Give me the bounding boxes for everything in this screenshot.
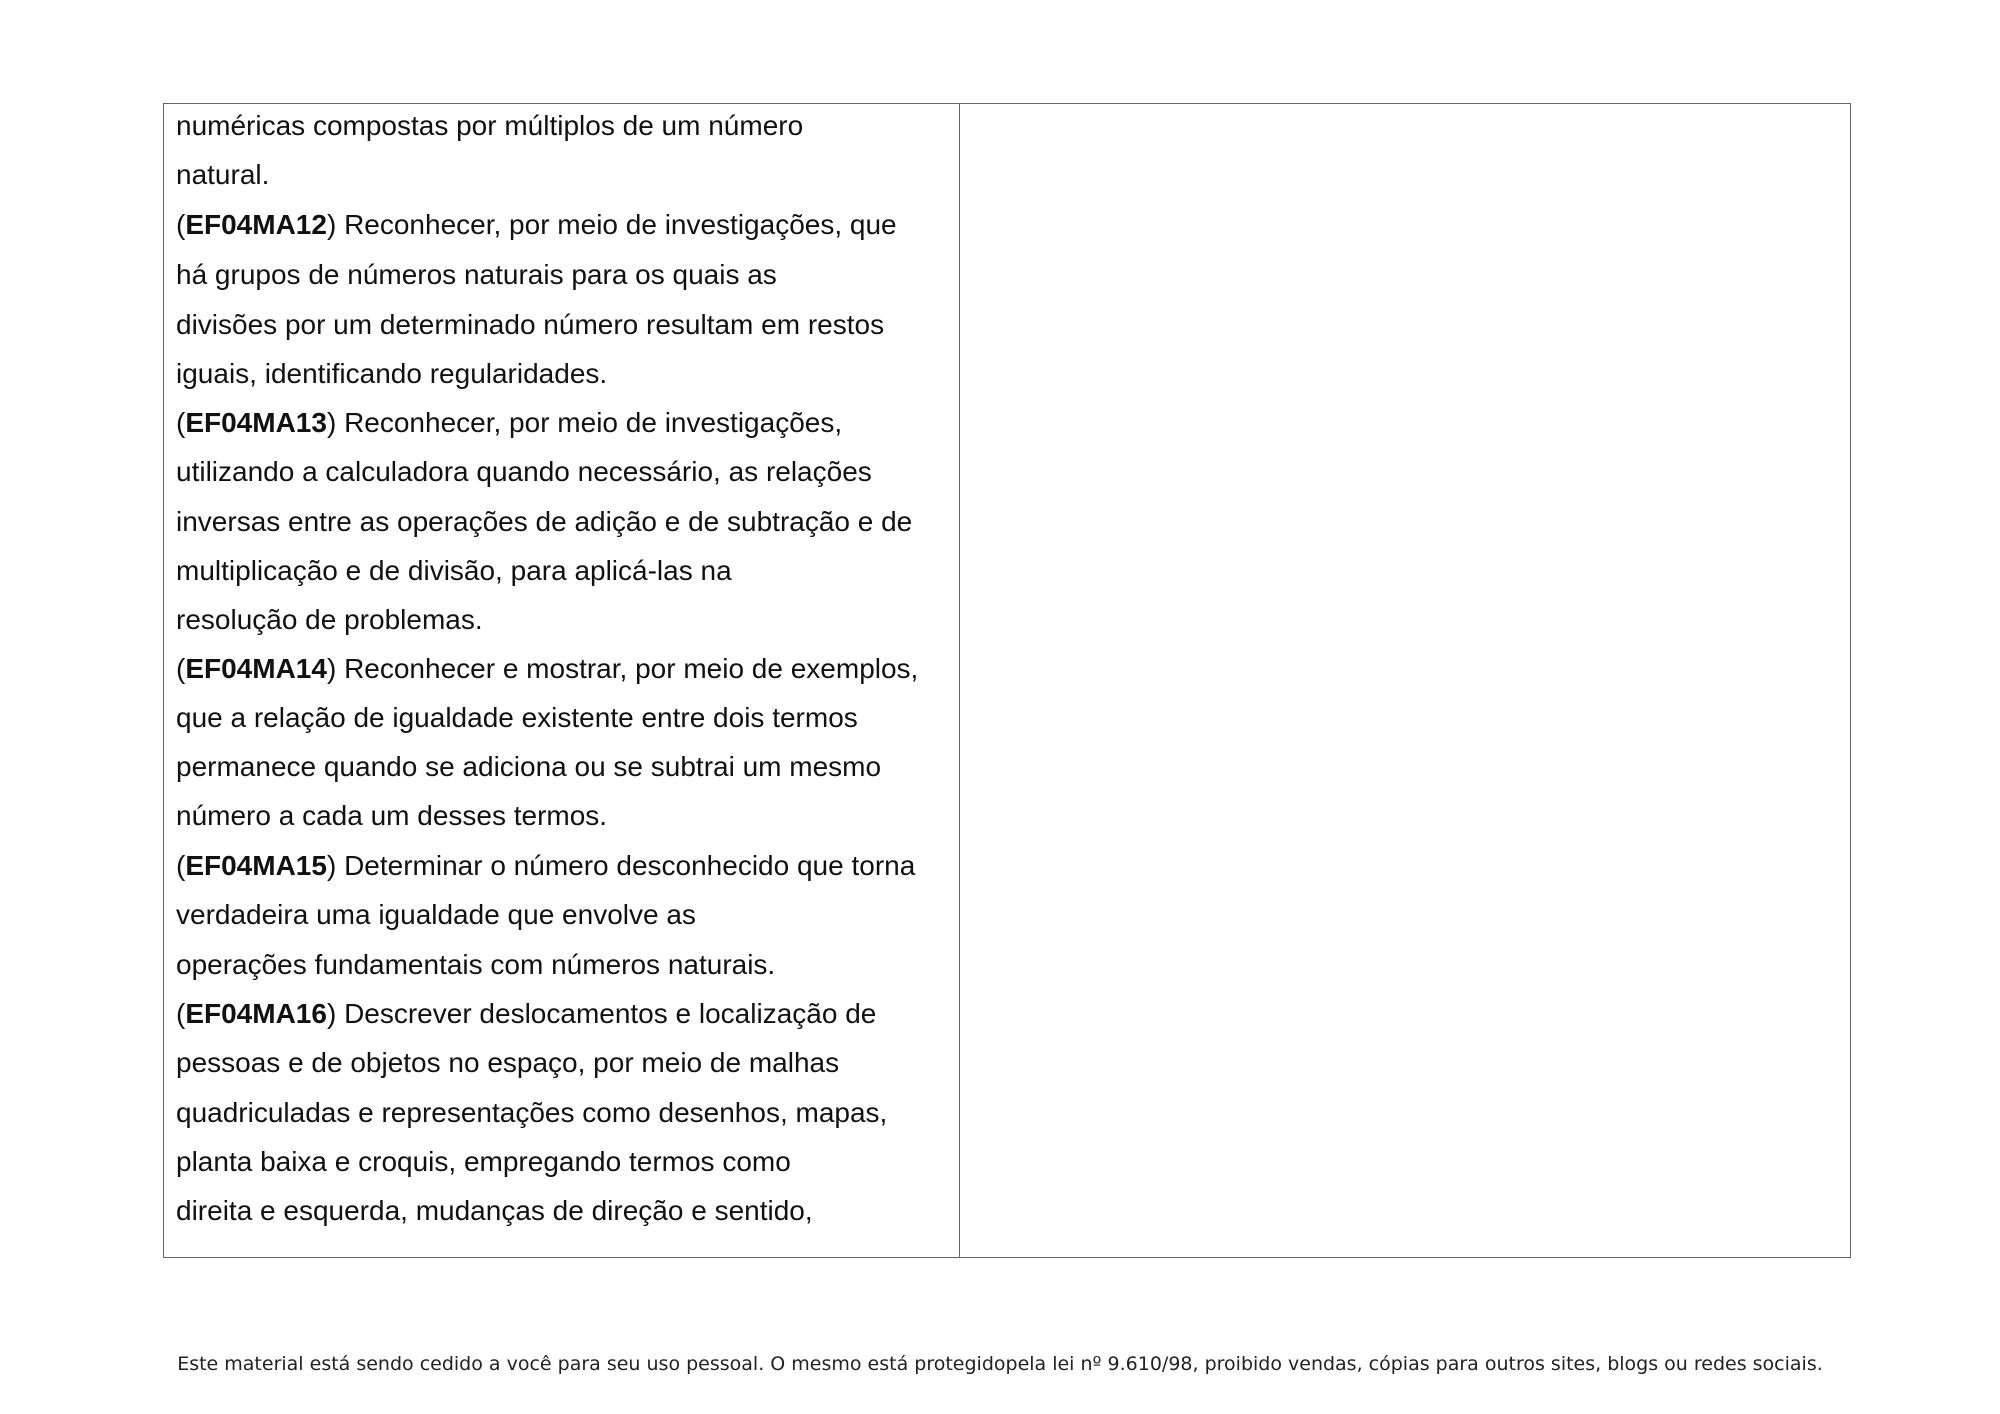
text-line: verdadeira uma igualdade que envolve as bbox=[176, 899, 696, 930]
text-line: quadriculadas e representações como desenhos, mapas, bbox=[176, 1097, 888, 1128]
text-line: utilizando a calculadora quando necessário, as relações bbox=[176, 456, 872, 487]
skill-ef04ma14: (EF04MA14) Reconhecer e mostrar, por meio de exemplos, bbox=[176, 653, 919, 684]
text-line: inversas entre as operações de adição e de subtração e de bbox=[176, 506, 913, 537]
text-line: número a cada um desses termos. bbox=[176, 800, 608, 831]
skill-code: EF04MA16 bbox=[185, 998, 327, 1029]
skill-ef04ma16: (EF04MA16) Descrever deslocamentos e localização de bbox=[176, 998, 877, 1029]
text-line: operações fundamentais com números naturais. bbox=[176, 949, 776, 980]
empty-cell bbox=[960, 104, 1850, 1257]
skill-ef04ma13: (EF04MA13) Reconhecer, por meio de investigações, bbox=[176, 407, 843, 438]
skill-code: EF04MA14 bbox=[185, 653, 327, 684]
skill-ef04ma15: (EF04MA15) Determinar o número desconhecido que torna bbox=[176, 850, 916, 881]
text-line: permanece quando se adiciona ou se subtrai um mesmo bbox=[176, 751, 882, 782]
skill-ef04ma12: (EF04MA12) Reconhecer, por meio de investigações, que bbox=[176, 209, 897, 240]
skills-cell bbox=[164, 104, 960, 1257]
skill-code: EF04MA13 bbox=[185, 407, 327, 438]
text-line: planta baixa e croquis, empregando termos como bbox=[176, 1146, 791, 1177]
text-line: resolução de problemas. bbox=[176, 604, 483, 635]
text-line: multiplicação e de divisão, para aplicá-las na bbox=[176, 555, 732, 586]
text-line: natural. bbox=[176, 159, 270, 190]
copyright-notice: Este material está sendo cedido a você para seu uso pessoal. O mesmo está protegidopela lei nº 9.610/98, proibido vendas, cópias para outros sites, blogs ou redes sociais. bbox=[177, 1353, 1823, 1375]
skill-code: EF04MA15 bbox=[185, 850, 327, 881]
content-table bbox=[163, 103, 1851, 1258]
text-line: iguais, identificando regularidades. bbox=[176, 358, 608, 389]
text-line: há grupos de números naturais para os quais as bbox=[176, 259, 777, 290]
text-line: que a relação de igualdade existente entre dois termos bbox=[176, 702, 858, 733]
skill-code: EF04MA12 bbox=[185, 209, 327, 240]
text-line: numéricas compostas por múltiplos de um número bbox=[176, 110, 804, 141]
text-line: pessoas e de objetos no espaço, por meio de malhas bbox=[176, 1047, 840, 1078]
text-line: divisões por um determinado número resultam em restos bbox=[176, 309, 885, 340]
text-line: direita e esquerda, mudanças de direção e sentido, bbox=[176, 1195, 813, 1226]
